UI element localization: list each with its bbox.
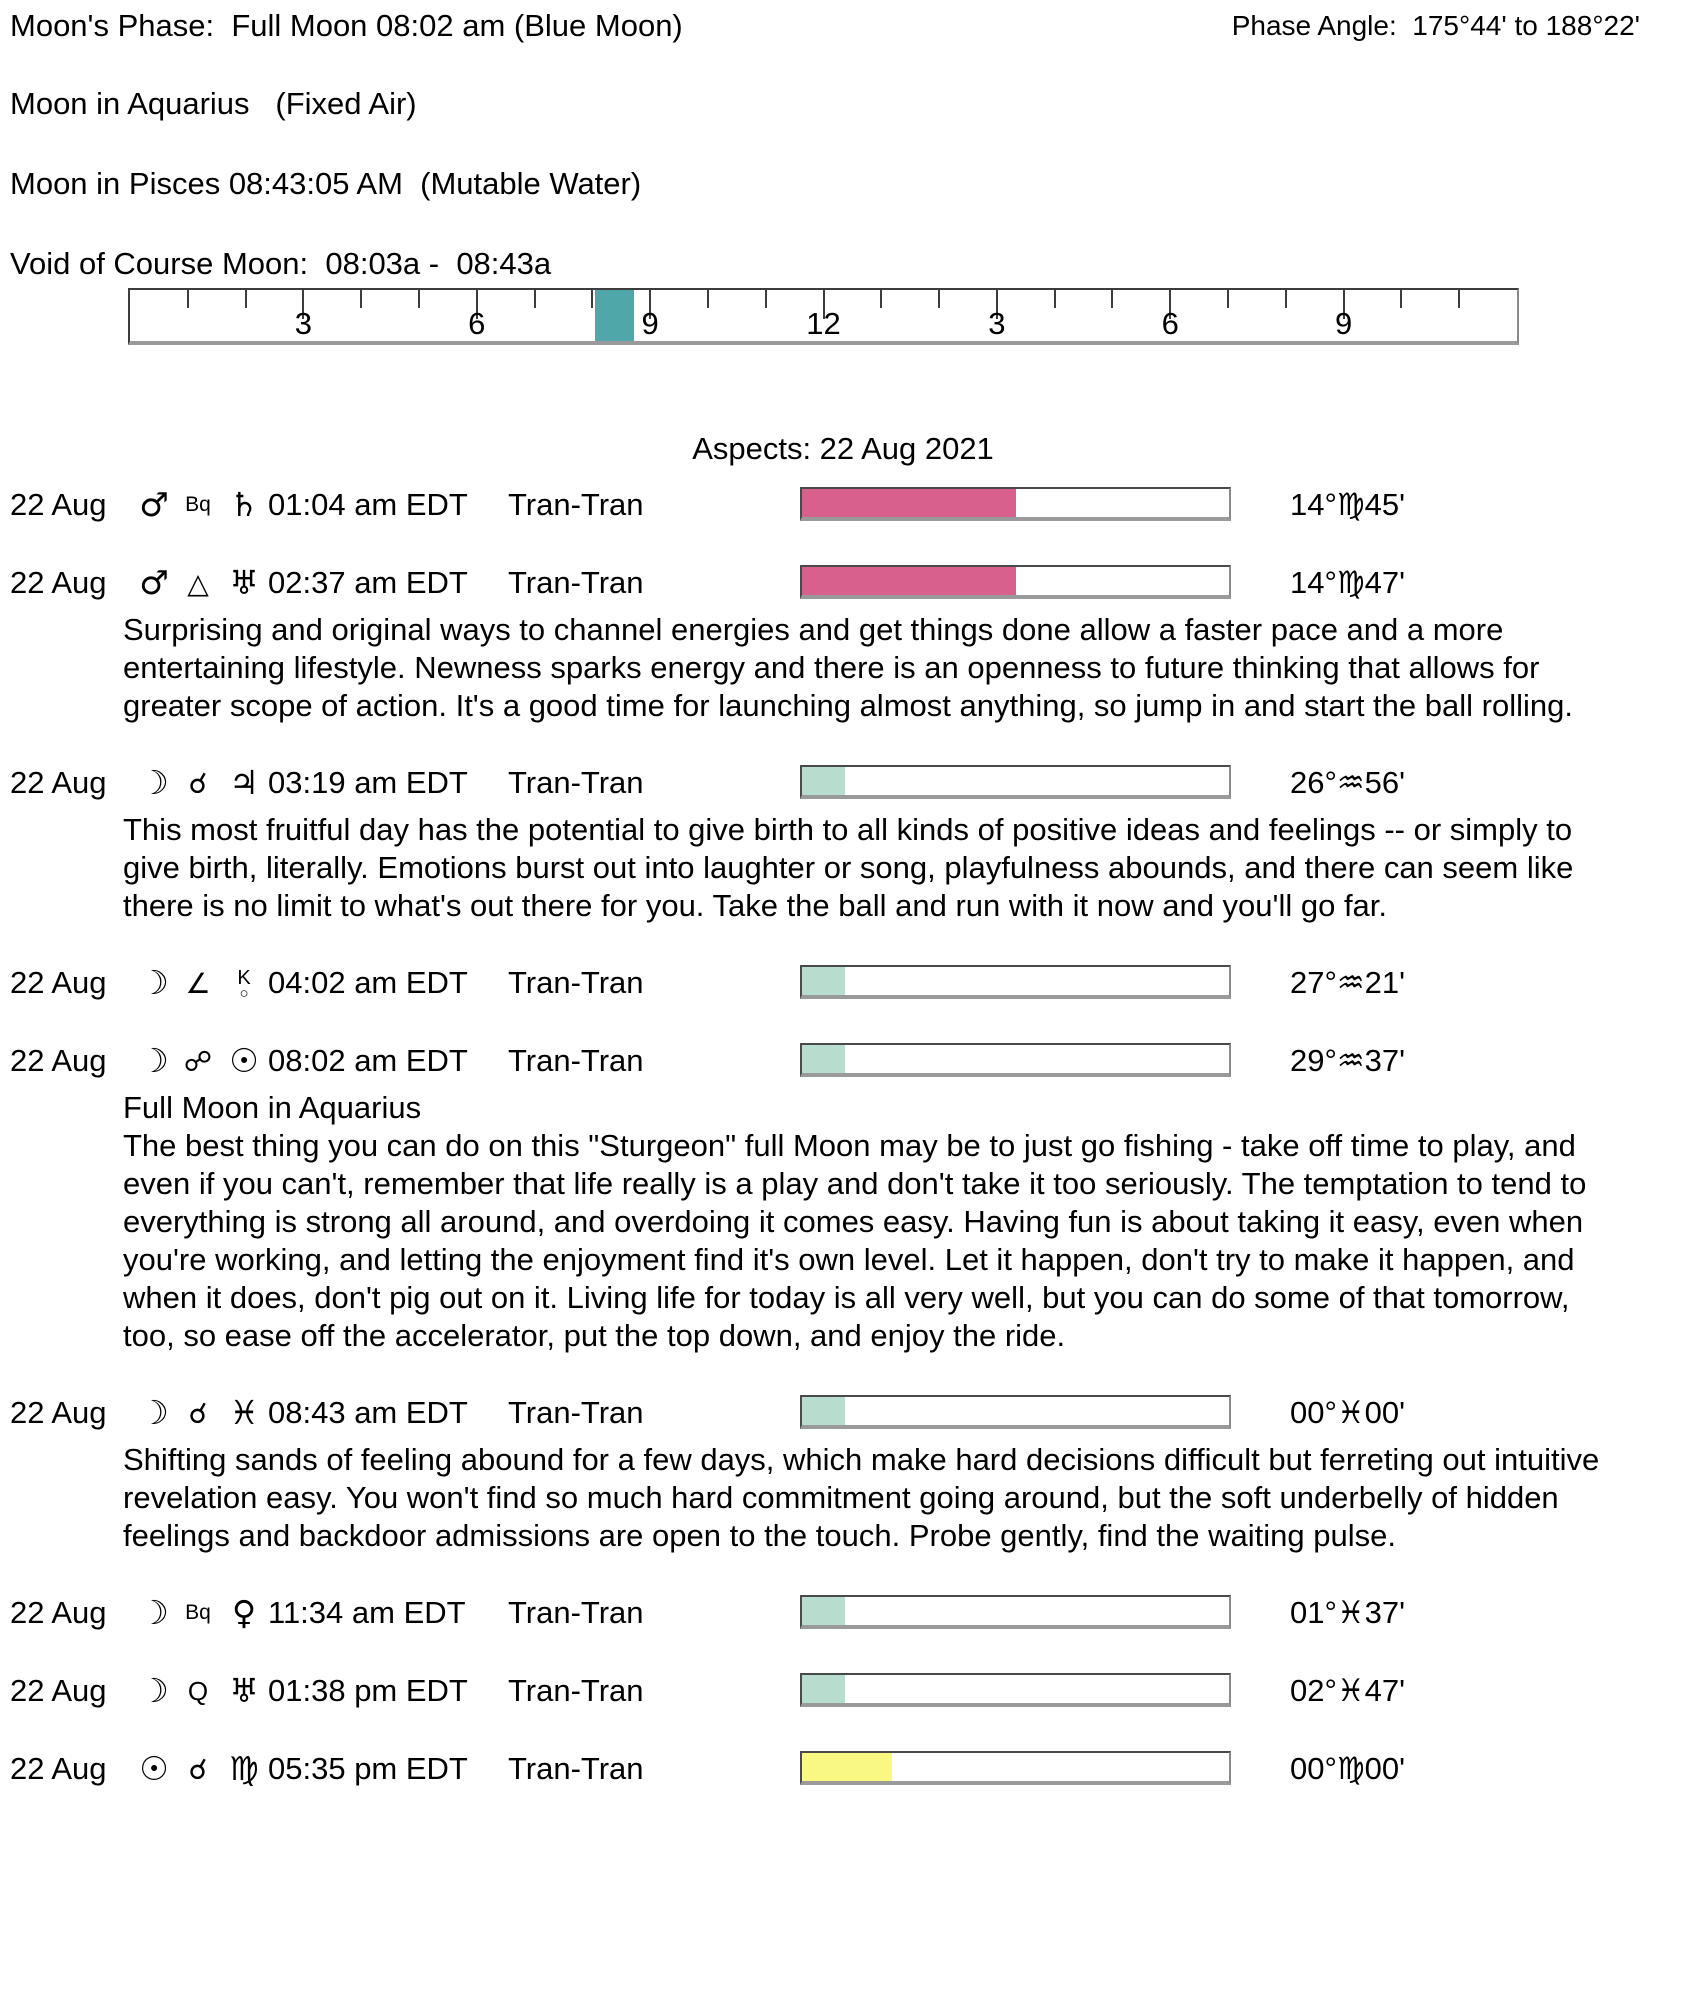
aspect-type: Tran-Tran (508, 1673, 644, 1708)
moon-icon: ☽ (139, 1593, 169, 1632)
orb-bar-fill (802, 1675, 845, 1703)
aspect-row-left (10, 485, 644, 525)
sun-icon: ☉ (229, 1041, 259, 1080)
aspect-row-left (10, 563, 644, 603)
aspect-row (10, 485, 1676, 525)
position-value: 00°♍00' (1290, 1751, 1406, 1786)
ruler-hour-label: 6 (468, 306, 486, 341)
conjunction-icon: ☌ (188, 1752, 208, 1786)
position-value: 26°♒56' (1290, 765, 1406, 800)
aspect-date: 22 Aug (10, 1043, 107, 1078)
ruler-tick (360, 290, 362, 308)
virgo-icon: ♍ (229, 1749, 259, 1788)
aspect-type: Tran-Tran (508, 1595, 644, 1630)
aspect-time: 08:02 am EDT (268, 1043, 468, 1078)
orb-bar-fill (802, 567, 1016, 595)
ruler-tick (1054, 290, 1056, 308)
aspect-date: 22 Aug (10, 1673, 107, 1708)
aspect-date: 22 Aug (10, 487, 107, 522)
ruler-tick (880, 290, 882, 308)
aspect-time: 11:34 am EDT (268, 1595, 466, 1630)
aspect-row (10, 1749, 1676, 1789)
orb-bar-fill (802, 767, 845, 795)
orb-bar (800, 1595, 1231, 1629)
aspect-time: 03:19 am EDT (268, 765, 468, 800)
aspect-paragraph: The best thing you can do on this "Sturgeon" full Moon may be to just go fishing - take off time to play, and even if you can't, remember that life really is a play and don't take it too seriously. The temptation to tend to everything is strong all around, and overdoing it comes easy. Having fun is about taking it easy, even when you're working, and letting the enjoyment find it's own level. Let it happen, don't try to make it happen, and when it does, don't pig out on it. Living life for today is all very well, but you can do some of that tomorrow, too, so ease off the accelerator, put the top down, and enjoy the ride. (123, 1128, 1587, 1353)
aspect-row-left (10, 763, 644, 803)
moon-in-pisces-text: Moon in Pisces 08:43:05 AM (Mutable Water) (10, 166, 642, 201)
ruler-hour-label: 9 (641, 306, 659, 341)
aspect-time: 02:37 am EDT (268, 565, 468, 600)
orb-bar (800, 1395, 1231, 1429)
mars-icon: ♂ (139, 485, 169, 524)
aspect-date: 22 Aug (10, 1595, 107, 1630)
moon-icon: ☽ (139, 1393, 169, 1432)
saturn-icon: ♄ (229, 485, 259, 524)
aspect-type: Tran-Tran (508, 565, 644, 600)
aspect-row (10, 1041, 1676, 1081)
orb-bar-fill (802, 1597, 845, 1625)
aspect-row-left (10, 1041, 644, 1081)
ruler-hour-label: 6 (1161, 306, 1179, 341)
ruler-tick (707, 290, 709, 308)
position-value: 27°♒21' (1290, 965, 1406, 1000)
aspect-time: 05:35 pm EDT (268, 1751, 468, 1786)
voc-ruler (128, 288, 1519, 345)
ruler-tick (1227, 290, 1229, 308)
aspect-row (10, 1593, 1676, 1633)
aspect-row (10, 1671, 1676, 1711)
opposition-icon: ☍ (183, 1044, 213, 1078)
pisces-icon: ♓ (229, 1393, 259, 1432)
aspect-paragraph: Shifting sands of feeling abound for a few days, which make hard decisions difficult but ferreting out intuitive revelation easy. You won't find so much hard commitment going around, but the soft underbelly of hidden feelings and backdoor admissions are open to the touch. Probe gently, find the waiting pulse. (123, 1442, 1600, 1553)
moon-icon: ☽ (139, 1041, 169, 1080)
aspect-row-left (10, 963, 644, 1003)
aspect-type: Tran-Tran (508, 765, 644, 800)
aspect-row-left (10, 1393, 644, 1433)
conjunction-icon: ☌ (188, 766, 208, 800)
position-value: 01°♓37' (1290, 1595, 1406, 1630)
aspect-time: 01:38 pm EDT (268, 1673, 468, 1708)
ruler-tick (418, 290, 420, 308)
ruler-tick (534, 290, 536, 308)
ruler-tick (765, 290, 767, 308)
uranus-icon: ♅ (229, 563, 259, 602)
aspect-date: 22 Aug (10, 1395, 107, 1430)
aspect-time: 04:02 am EDT (268, 965, 468, 1000)
full-moon-subheading: Full Moon in Aquarius (123, 1090, 422, 1125)
ruler-hour-label: 12 (806, 306, 841, 341)
jupiter-icon: ♃ (229, 763, 259, 802)
chiron-icon: K ○ (237, 966, 251, 1002)
ruler-tick (1111, 290, 1113, 308)
orb-bar (800, 1751, 1231, 1785)
orb-bar (800, 765, 1231, 799)
orb-bar (800, 487, 1231, 521)
aspect-type: Tran-Tran (508, 965, 644, 1000)
ruler-hour-label: 9 (1335, 306, 1353, 341)
ruler-tick (1458, 290, 1460, 308)
orb-bar-fill (802, 967, 845, 995)
moon-icon: ☽ (139, 763, 169, 802)
position-value: 00°♓00' (1290, 1395, 1406, 1430)
moon-icon: ☽ (139, 963, 169, 1002)
trine-icon: △ (187, 566, 209, 600)
sun-icon: ☉ (139, 1749, 169, 1788)
ruler-tick (938, 290, 940, 308)
aspect-type: Tran-Tran (508, 1043, 644, 1078)
ruler-tick (1400, 290, 1402, 308)
aspect-date: 22 Aug (10, 565, 107, 600)
biquintile-icon: Bq (185, 1601, 211, 1624)
aspect-date: 22 Aug (10, 1751, 107, 1786)
biquintile-icon: Bq (185, 493, 211, 516)
aspect-row-left (10, 1671, 644, 1711)
position-value: 14°♍47' (1290, 565, 1406, 600)
conjunction-icon: ☌ (188, 1396, 208, 1430)
orb-bar (800, 1043, 1231, 1077)
position-value: 14°♍45' (1290, 487, 1406, 522)
aspect-date: 22 Aug (10, 965, 107, 1000)
aspect-row (10, 763, 1676, 803)
voc-block (595, 290, 634, 341)
position-value: 02°♓47' (1290, 1673, 1406, 1708)
aspect-row (10, 1393, 1676, 1433)
moon-icon: ☽ (139, 1671, 169, 1710)
position-value: 29°♒37' (1290, 1043, 1406, 1078)
ruler-tick (187, 290, 189, 308)
aspect-type: Tran-Tran (508, 1395, 644, 1430)
phase-angle-text: Phase Angle: 175°44' to 188°22' (1231, 10, 1640, 41)
ruler-tick (245, 290, 247, 308)
aspects-title: Aspects: 22 Aug 2021 (692, 431, 994, 466)
mars-icon: ♂ (139, 563, 169, 602)
aspect-paragraph: Surprising and original ways to channel energies and get things done allow a faster pace and a more entertaining lifestyle. Newness sparks energy and there is an openness to future thinking that allows for greater scope of action. It's a good time for launching almost anything, so jump in and start the ball rolling. (123, 612, 1573, 723)
aspect-type: Tran-Tran (508, 487, 644, 522)
aspect-row-left (10, 1749, 644, 1789)
aspect-type: Tran-Tran (508, 1751, 644, 1786)
moons-phase-text: Moon's Phase: Full Moon 08:02 am (Blue Moon) (10, 8, 683, 43)
aspect-date: 22 Aug (10, 765, 107, 800)
aspect-row (10, 563, 1676, 603)
ruler-hour-label: 3 (988, 306, 1006, 341)
semisquare-icon: ∠ (185, 966, 211, 1000)
orb-bar (800, 965, 1231, 999)
orb-bar-fill (802, 1397, 845, 1425)
aspect-row-left (10, 1593, 644, 1633)
aspect-paragraph: This most fruitful day has the potential to give birth to all kinds of positive ideas and feelings -- or simply to give birth, literally. Emotions burst out into laughter or song, playfulness abounds, and there can seem like there is no limit to what's out there for you. Take the ball and run with it now and you'll go far. (123, 812, 1574, 923)
ruler-hour-label: 3 (294, 306, 312, 341)
ruler-tick (1285, 290, 1287, 308)
aspect-time: 01:04 am EDT (268, 487, 468, 522)
venus-icon: ♀ (231, 1593, 257, 1632)
uranus-icon: ♅ (229, 1671, 259, 1710)
full-moon-block (123, 1089, 1608, 1355)
aspect-time: 08:43 am EDT (268, 1395, 468, 1430)
quintile-icon: Q (187, 1675, 209, 1706)
orb-bar (800, 1673, 1231, 1707)
orb-bar (800, 565, 1231, 599)
moon-in-aquarius-text: Moon in Aquarius (Fixed Air) (10, 86, 417, 121)
orb-bar-fill (802, 1753, 892, 1781)
orb-bar-fill (802, 1045, 845, 1073)
ruler-tick (591, 290, 593, 308)
void-of-course-text: Void of Course Moon: 08:03a - 08:43a (10, 246, 552, 281)
aspect-row (10, 963, 1676, 1003)
orb-bar-fill (802, 489, 1016, 517)
